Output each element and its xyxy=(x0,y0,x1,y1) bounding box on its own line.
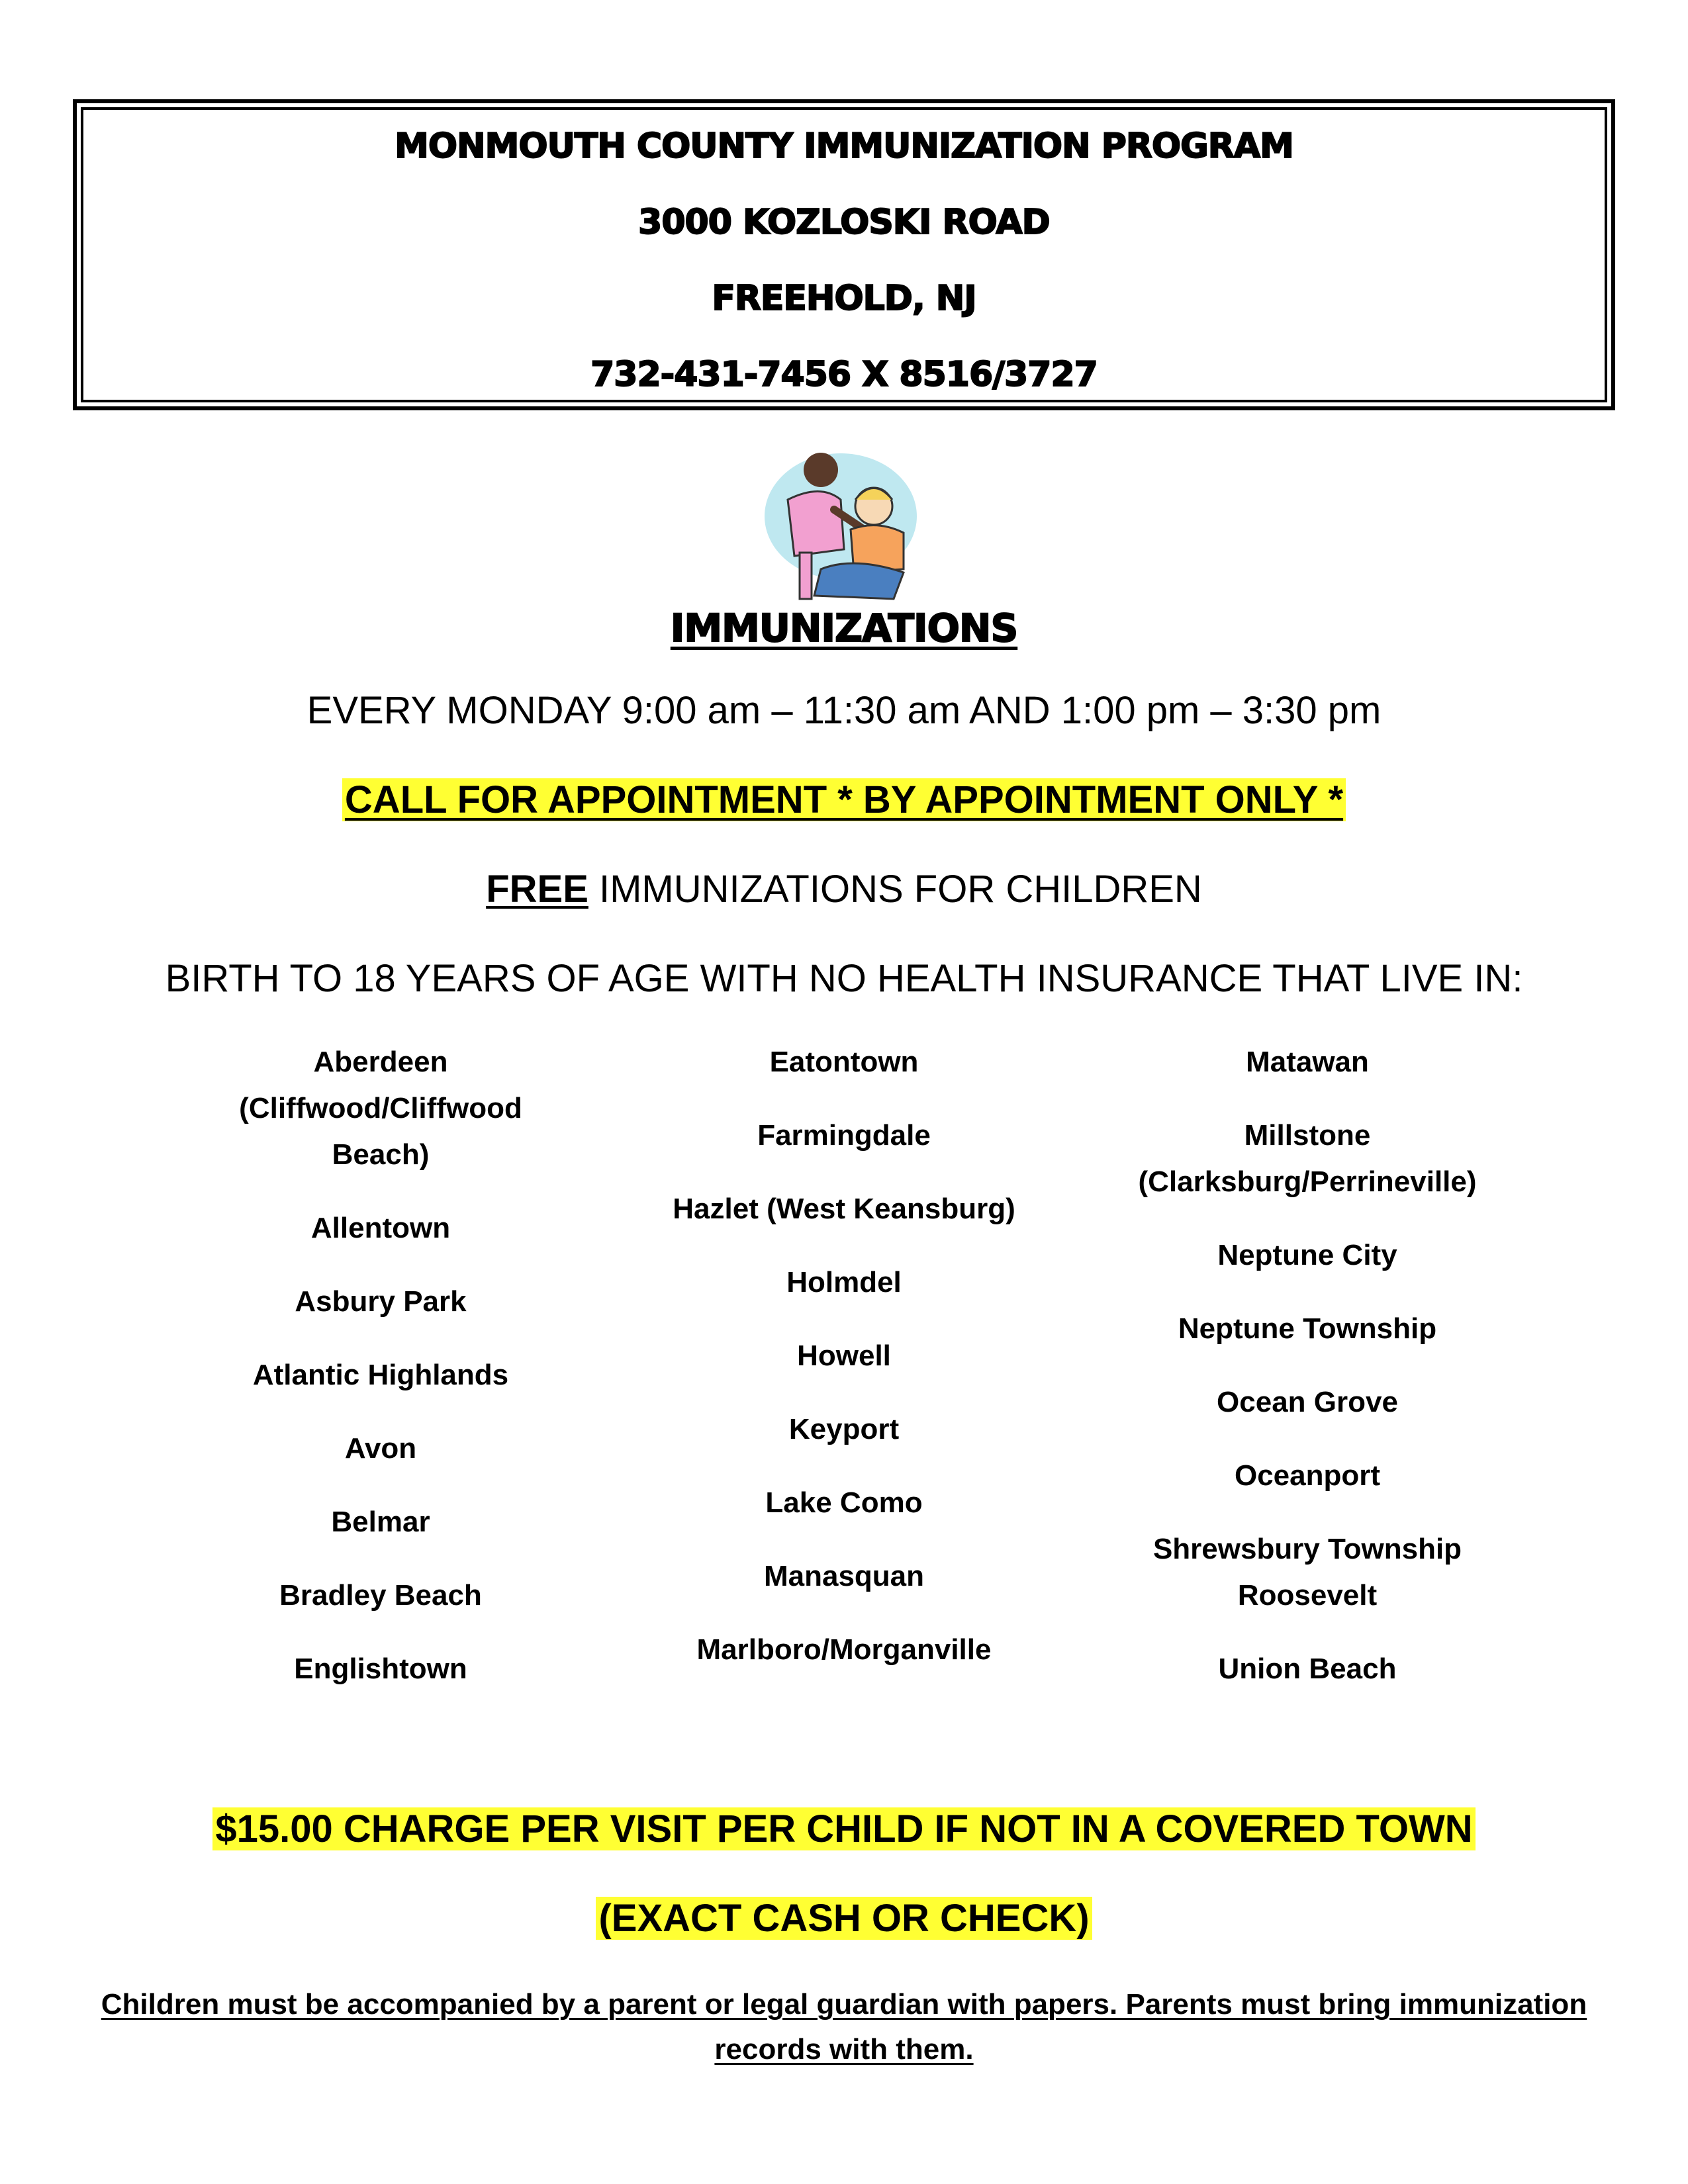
city-state: FREEHOLD, NJ xyxy=(712,279,976,318)
town-item: Matawan xyxy=(1246,1046,1369,1078)
free-immunizations-line xyxy=(0,867,1688,911)
program-name: MONMOUTH COUNTY IMMUNIZATION PROGRAM xyxy=(395,126,1293,166)
town-item: Asbury Park xyxy=(295,1285,467,1318)
town-item: Beach) xyxy=(332,1138,430,1171)
town-item: Ocean Grove xyxy=(1217,1386,1398,1418)
payment-line xyxy=(0,1896,1688,1940)
town-item: Allentown xyxy=(310,1212,451,1244)
free-immunizations-text: IMMUNIZATIONS FOR CHILDREN xyxy=(588,868,1202,911)
free-label: FREE xyxy=(486,868,588,911)
town-item: Holmdel xyxy=(786,1266,902,1298)
town-item: Neptune Township xyxy=(1178,1312,1437,1345)
town-item: Neptune City xyxy=(1217,1239,1397,1271)
appointment-notice: CALL FOR APPOINTMENT * BY APPOINTMENT ONLY * xyxy=(342,778,1346,821)
header-box xyxy=(73,99,1615,410)
towns-column-2 xyxy=(612,1039,1076,1700)
town-item: Howell xyxy=(797,1340,891,1372)
header-inner-frame xyxy=(81,107,1607,402)
town-item: Oceanport xyxy=(1234,1459,1381,1492)
town-item: (Cliffwood/Cliffwood xyxy=(239,1092,522,1124)
town-item: Lake Como xyxy=(765,1486,923,1519)
town-item: Union Beach xyxy=(1218,1653,1397,1685)
town-item: Manasquan xyxy=(763,1560,925,1592)
street-address: 3000 KOZLOSKI ROAD xyxy=(638,203,1050,242)
page-title: IMMUNIZATIONS xyxy=(670,606,1018,651)
town-item: (Clarksburg/Perrineville) xyxy=(1138,1165,1477,1198)
town-item: Roosevelt xyxy=(1237,1579,1378,1612)
town-item: Bradley Beach xyxy=(279,1579,482,1612)
town-item: Englishtown xyxy=(294,1653,467,1685)
towns-column-1 xyxy=(149,1039,612,1719)
schedule-text: EVERY MONDAY 9:00 am – 11:30 am AND 1:00 pm – 3:30 pm xyxy=(306,689,1382,732)
town-item: Millstone xyxy=(1244,1119,1371,1152)
town-item: Shrewsbury Township xyxy=(1152,1533,1462,1565)
town-item: Avon xyxy=(344,1432,417,1465)
towns-column-3 xyxy=(1076,1039,1539,1719)
phone-number: 732-431-7456 X 8516/3727 xyxy=(590,355,1098,394)
town-item: Marlboro/Morganville xyxy=(696,1633,992,1666)
town-item: Belmar xyxy=(331,1506,430,1538)
guardian-requirement-note: Children must be accompanied by a parent or legal guardian with papers. Parents must bring immunization records with them. xyxy=(101,1988,1587,2066)
charge-line xyxy=(0,1807,1688,1851)
eligibility-text: BIRTH TO 18 YEARS OF AGE WITH NO HEALTH INSURANCE THAT LIVE IN: xyxy=(165,957,1523,1000)
town-item: Aberdeen xyxy=(313,1046,448,1078)
town-item: Farmingdale xyxy=(757,1119,931,1152)
town-item: Eatontown xyxy=(769,1046,919,1078)
town-item: Hazlet (West Keansburg) xyxy=(673,1193,1015,1225)
charge-notice: $15.00 CHARGE PER VISIT PER CHILD IF NOT IN A COVERED TOWN xyxy=(212,1807,1475,1850)
payment-notice: (EXACT CASH OR CHECK) xyxy=(596,1897,1092,1940)
town-item: Atlantic Highlands xyxy=(252,1359,509,1391)
town-item: Keyport xyxy=(788,1413,900,1445)
nurse-vaccinating-child-icon xyxy=(741,437,920,609)
appointment-line xyxy=(0,778,1688,822)
